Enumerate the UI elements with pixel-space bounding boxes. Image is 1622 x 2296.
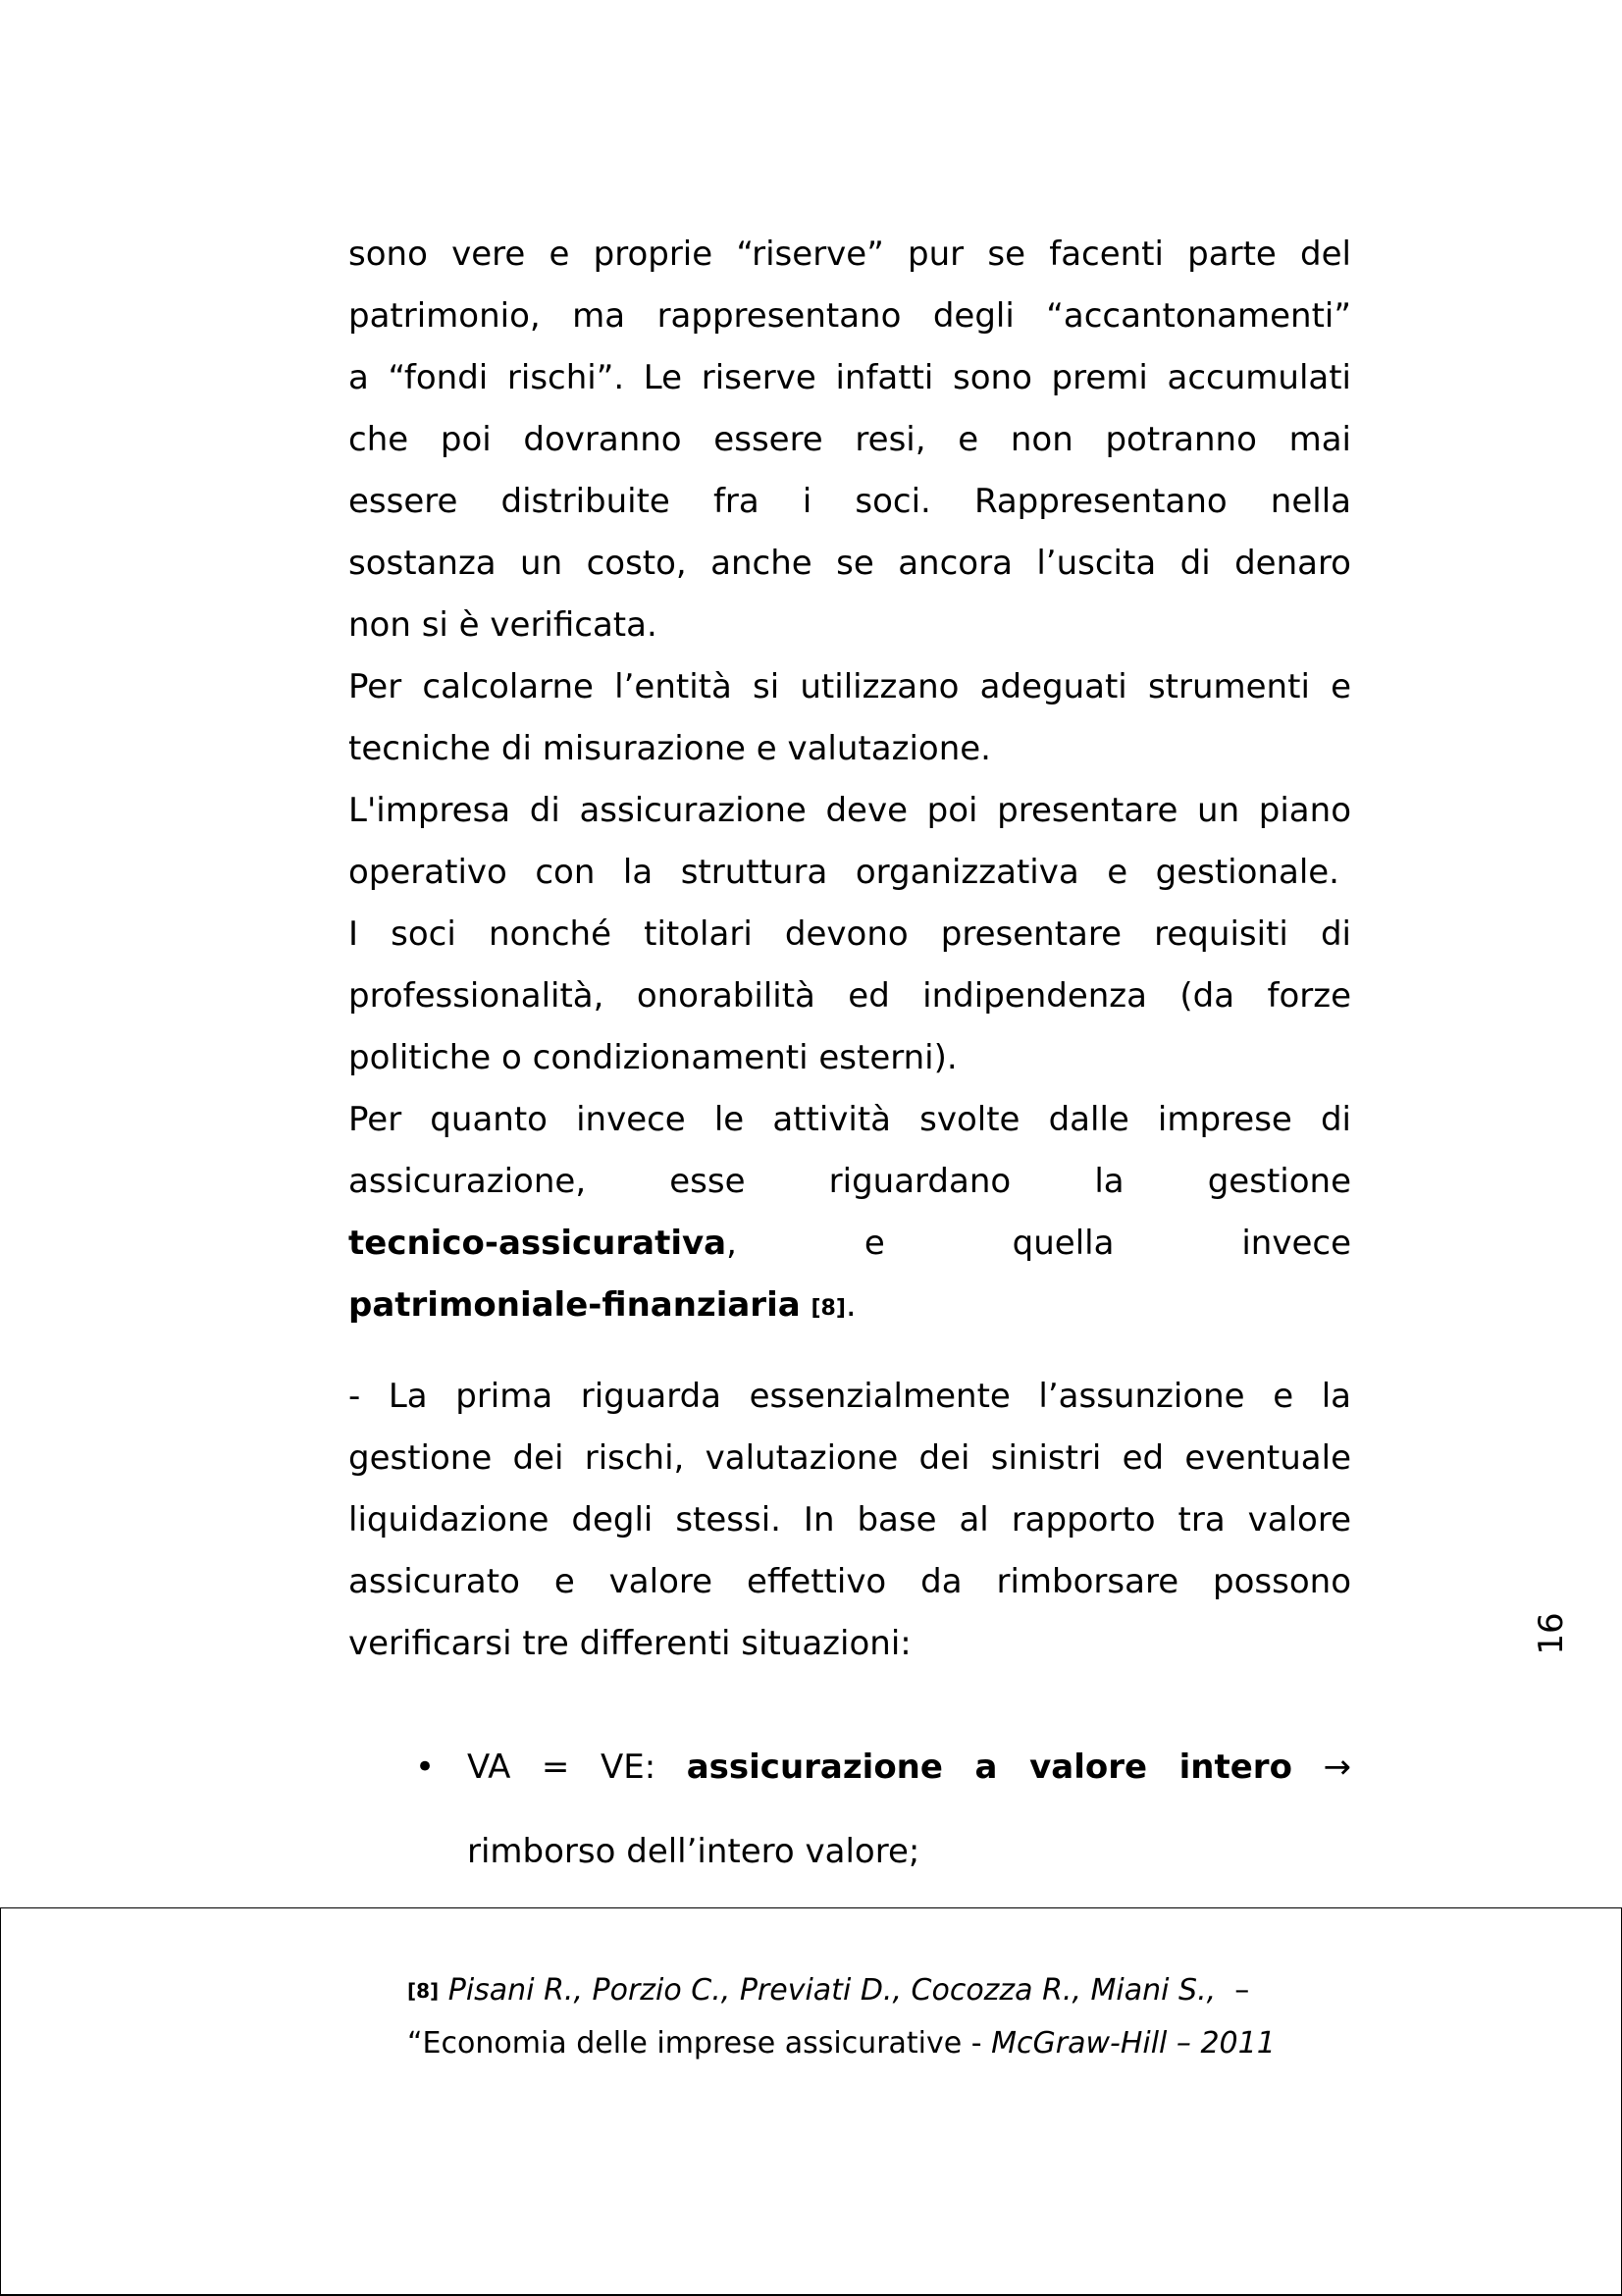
- bullet-text-line: [467, 1737, 1351, 1799]
- bullet-prefix: VA = VE:: [467, 1748, 687, 1787]
- text-line-tecnico: [348, 1213, 1351, 1275]
- text-line: - La prima riguarda essenzialmente l’assunzione e la: [348, 1377, 1351, 1416]
- footnote-title: “Economia delle imprese assicurative -: [407, 2026, 992, 2061]
- text-line: sono vere e proprie “riserve” pur se facenti parte del: [348, 235, 1351, 274]
- text-line: non si è verificata.: [348, 605, 657, 645]
- footnote-dash: –: [1216, 1973, 1250, 2008]
- bullet-text-line: rimborso dell’intero valore;: [467, 1832, 920, 1871]
- text-line: tecniche di misurazione e valutazione.: [348, 729, 991, 768]
- text-line: operativo con la struttura organizzativa e gestionale.: [348, 853, 1339, 892]
- citation-ref[interactable]: [8]: [811, 1296, 846, 1321]
- text-fragment: .: [845, 1285, 857, 1325]
- footnote-ref: [8]: [407, 1979, 440, 2003]
- paragraph-prima-gestione: [348, 1366, 1351, 1675]
- text-line: che poi dovranno essere resi, e non potranno mai: [348, 420, 1351, 459]
- paragraph-attivita: [348, 1089, 1351, 1339]
- paragraph-soci: [348, 904, 1351, 1089]
- text-line: assicurazione, esse riguardano la gestione: [348, 1162, 1351, 1201]
- text-line: assicurato e valore effettivo da rimborsare possono: [348, 1562, 1351, 1601]
- text-line-patrimoniale: [348, 1275, 1351, 1339]
- text-line: Per calcolarne l’entità si utilizzano adeguati strumenti e: [348, 667, 1351, 706]
- page-number: 16: [1532, 1612, 1571, 1655]
- text-fragment: , e quella invece: [726, 1224, 1351, 1263]
- text-line: liquidazione degli stessi. In base al rapporto tra valore: [348, 1500, 1351, 1539]
- footnote: [407, 1964, 1349, 2069]
- text-line: essere distribuite fra i soci. Rappresentano nella: [348, 482, 1351, 521]
- term-tecnico-assicurativa: tecnico-assicurativa: [348, 1224, 727, 1263]
- term-valore-intero: assicurazione a valore intero: [686, 1748, 1292, 1787]
- text-line: gestione dei rischi, valutazione dei sinistri ed eventuale: [348, 1438, 1351, 1478]
- bullet-icon: •: [415, 1748, 436, 1787]
- body-text: [348, 224, 1351, 1675]
- text-line: professionalità, onorabilità ed indipendenza (da forze: [348, 976, 1351, 1016]
- text-line: L'impresa di assicurazione deve poi presentare un piano: [348, 791, 1351, 830]
- paragraph-calcolo: [348, 656, 1351, 780]
- text-line: verificarsi tre differenti situazioni:: [348, 1624, 912, 1663]
- text-line: patrimonio, ma rappresentano degli “accantonamenti”: [348, 296, 1351, 336]
- text-line: a “fondi rischi”. Le riserve infatti sono premi accumulati: [348, 358, 1351, 397]
- text-line: I soci nonché titolari devono presentare requisiti di: [348, 914, 1351, 954]
- footnote-publisher: McGraw-Hill – 2011: [991, 2026, 1276, 2061]
- footnote-authors: Pisani R., Porzio C., Previati D., Cocozza R., Miani S.,: [439, 1973, 1217, 2008]
- footnote-line: [407, 2017, 1349, 2069]
- term-patrimoniale-finanziaria: patrimoniale-finanziaria: [348, 1285, 801, 1325]
- footnote-line: [407, 1964, 1349, 2017]
- text-line: sostanza un costo, anche se ancora l’uscita di denaro: [348, 544, 1351, 583]
- text-line: Per quanto invece le attività svolte dalle imprese di: [348, 1100, 1351, 1139]
- text-line: politiche o condizionamenti esterni).: [348, 1038, 958, 1077]
- paragraph-riserve: [348, 224, 1351, 656]
- paragraph-piano-operativo: [348, 780, 1351, 904]
- paragraph-spacer: [348, 1339, 1351, 1366]
- arrow-icon: →: [1291, 1748, 1351, 1787]
